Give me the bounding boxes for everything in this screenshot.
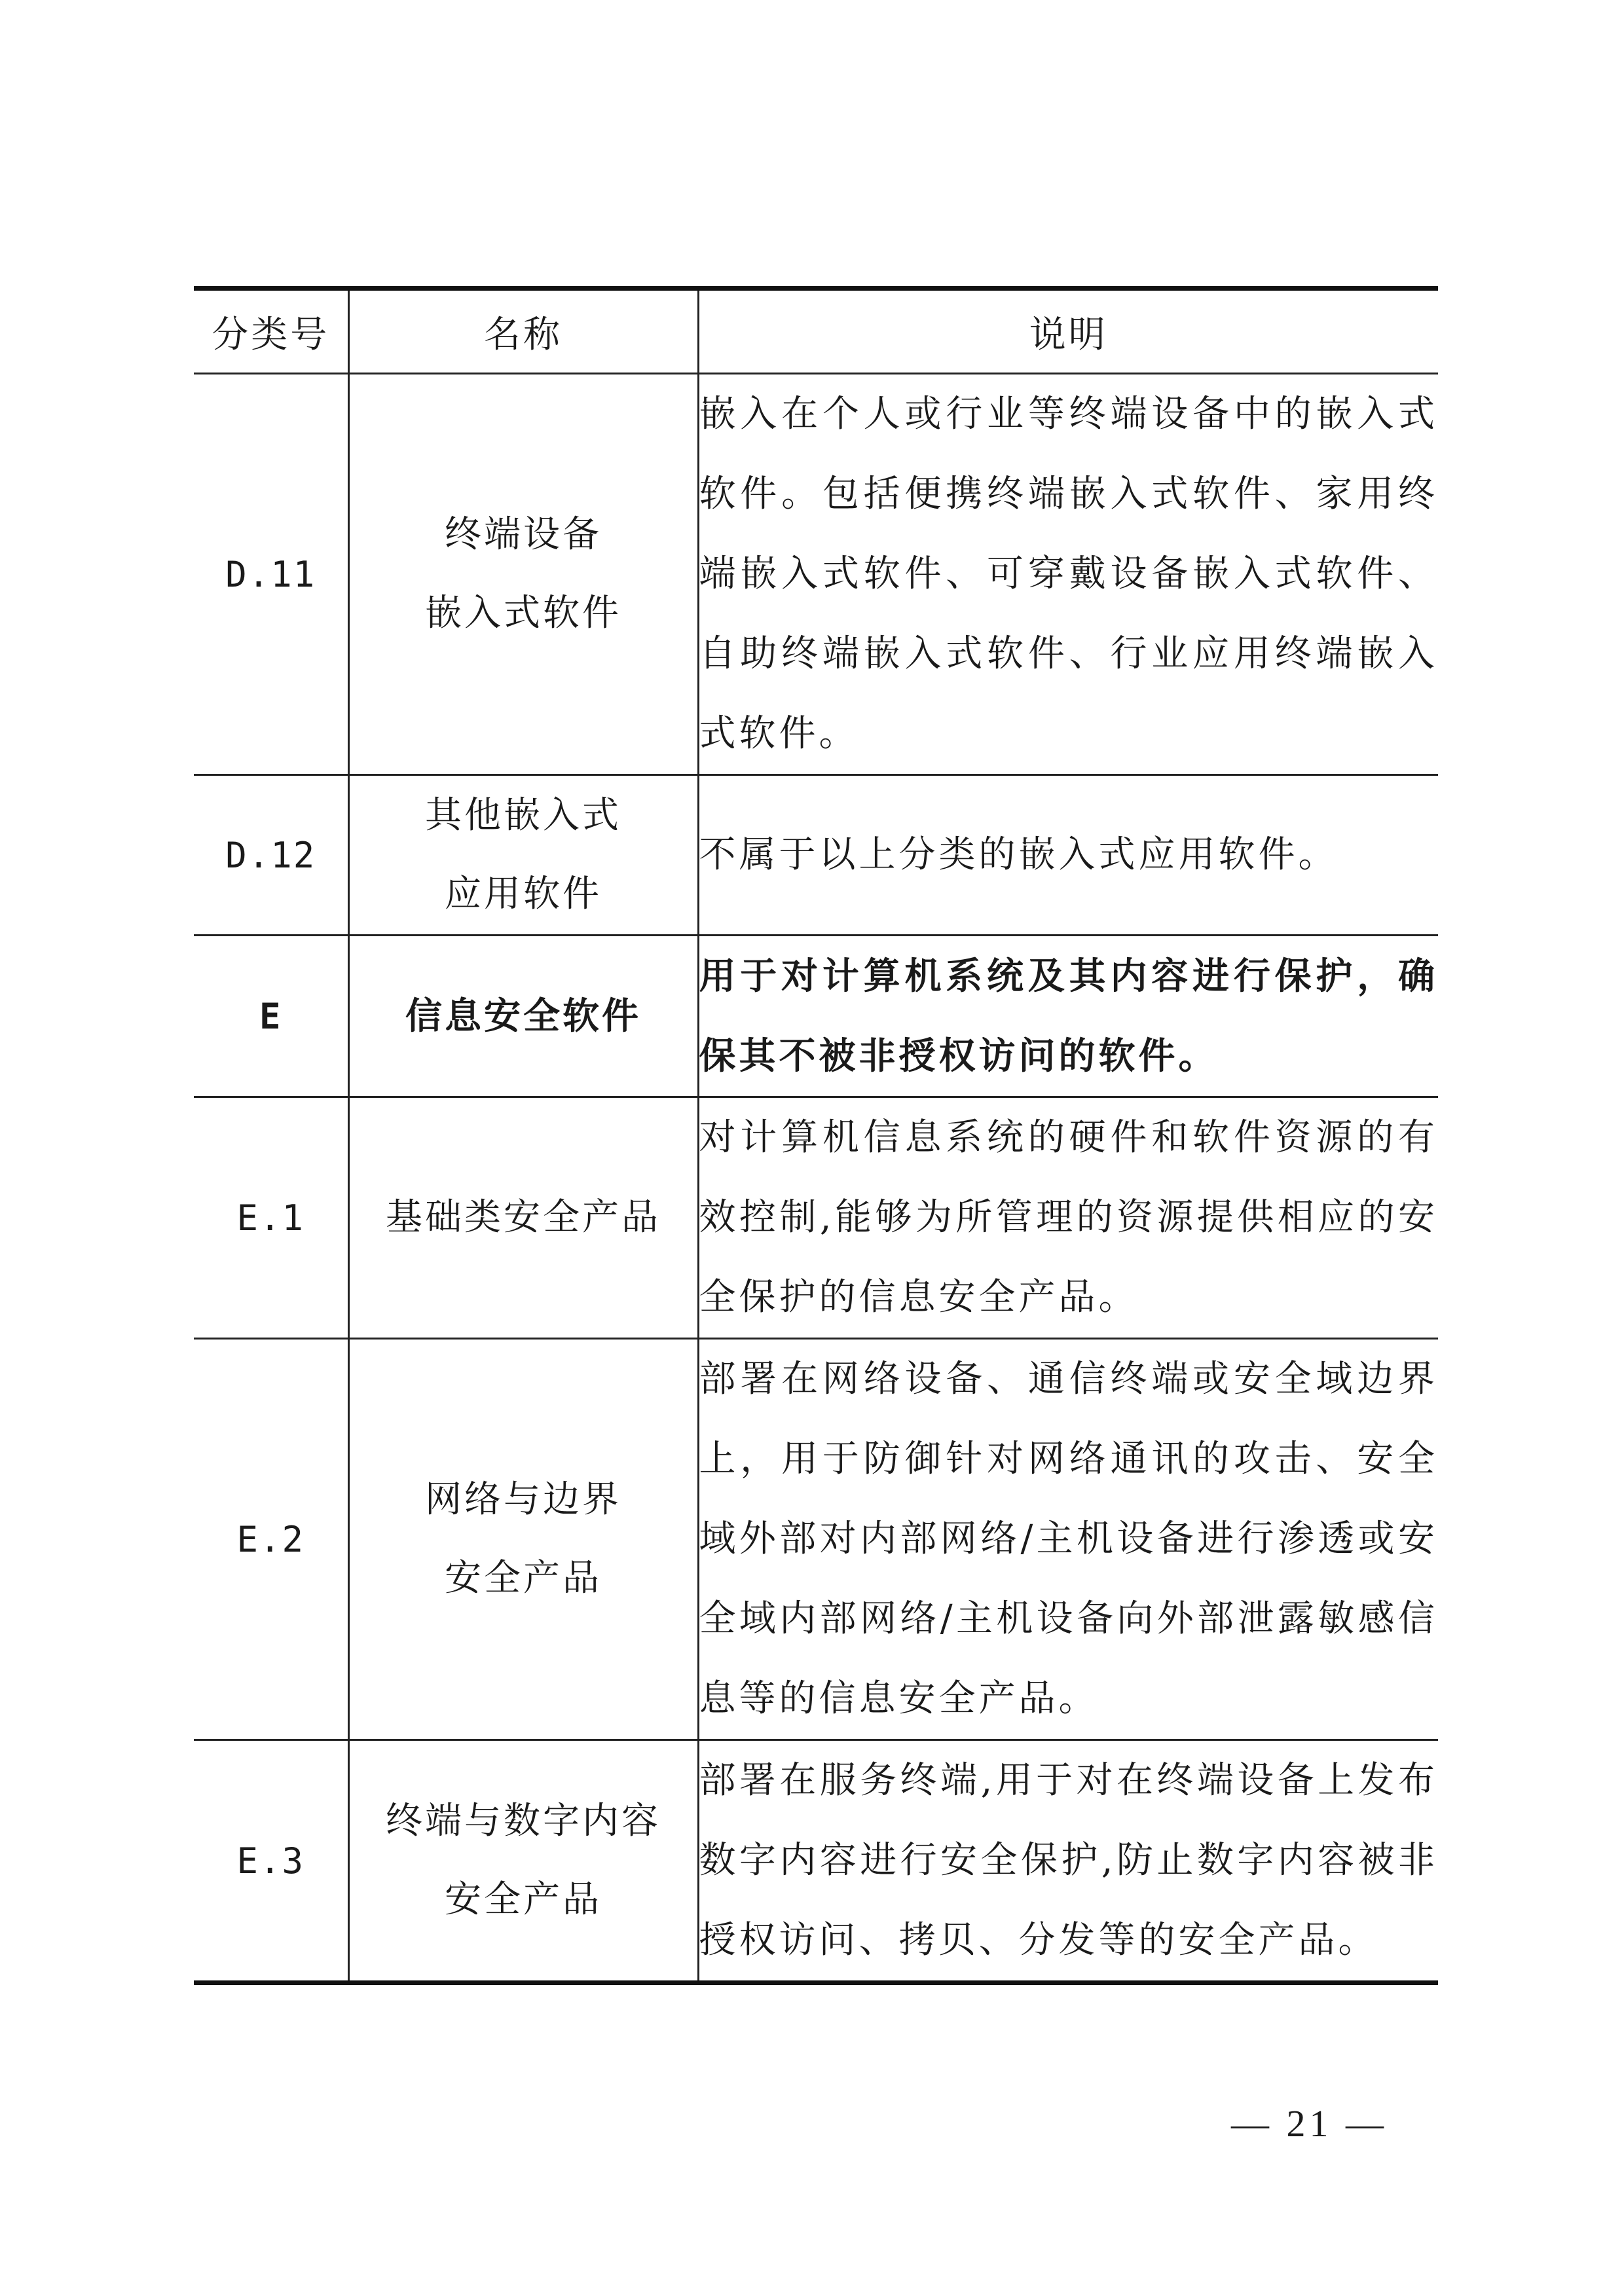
page-number: — 21 — bbox=[1231, 2102, 1388, 2145]
table-row bbox=[194, 1097, 1438, 1339]
row-name-line: 其他嵌入式 bbox=[425, 794, 621, 837]
row-description: 嵌入在个人或行业等终端设备中的嵌入式软件。包括便携终端嵌入式软件、家用终端嵌入式软件、可穿戴设备嵌入式软件、自助终端嵌入式软件、行业应用终端嵌入式软件。 bbox=[698, 374, 1438, 775]
row-name-line: 网络与边界 bbox=[425, 1478, 621, 1521]
row-code: E.1 bbox=[194, 1097, 348, 1339]
table-row bbox=[194, 775, 1438, 936]
row-description: 对计算机信息系统的硬件和软件资源的有效控制,能够为所管理的资源提供相应的安全保护的信息安全产品。 bbox=[698, 1097, 1438, 1339]
header-code: 分类号 bbox=[212, 313, 330, 356]
row-code: D.12 bbox=[194, 775, 348, 936]
row-name-line: 安全产品 bbox=[445, 1878, 602, 1921]
row-code: D.11 bbox=[194, 374, 348, 775]
table-row bbox=[194, 936, 1438, 1097]
row-description: 用于对计算机系统及其内容进行保护，确保其不被非授权访问的软件。 bbox=[698, 936, 1438, 1097]
row-name bbox=[348, 374, 698, 775]
header-name: 名称 bbox=[348, 289, 698, 374]
row-name-line: 终端与数字内容 bbox=[386, 1800, 661, 1842]
row-code: E.3 bbox=[194, 1740, 348, 1983]
row-name bbox=[348, 936, 698, 1097]
row-name-line: 信息安全软件 bbox=[405, 994, 641, 1038]
table-row bbox=[194, 1740, 1438, 1983]
row-code: E bbox=[194, 936, 348, 1097]
row-name-line: 基础类安全产品 bbox=[386, 1196, 661, 1239]
row-name-line: 终端设备 bbox=[445, 513, 602, 556]
header-description: 说明 bbox=[698, 289, 1438, 374]
row-name bbox=[348, 1339, 698, 1740]
row-name bbox=[348, 775, 698, 936]
row-name-line: 安全产品 bbox=[445, 1557, 602, 1599]
table-header-row bbox=[194, 289, 1438, 374]
row-name bbox=[348, 1097, 698, 1339]
table-row bbox=[194, 1339, 1438, 1740]
row-code: E.2 bbox=[194, 1339, 348, 1740]
row-description: 部署在网络设备、通信终端或安全域边界上，用于防御针对网络通讯的攻击、安全域外部对内部网络/主机设备进行渗透或安全域内部网络/主机设备向外部泄露敏感信息等的信息安全产品。 bbox=[698, 1339, 1438, 1740]
table-row bbox=[194, 374, 1438, 775]
row-name bbox=[348, 1740, 698, 1983]
row-description: 部署在服务终端,用于对在终端设备上发布数字内容进行安全保护,防止数字内容被非授权访问、拷贝、分发等的安全产品。 bbox=[698, 1740, 1438, 1983]
row-description: 不属于以上分类的嵌入式应用软件。 bbox=[698, 775, 1438, 936]
row-name-line: 嵌入式软件 bbox=[425, 592, 621, 634]
row-name-line: 应用软件 bbox=[445, 873, 602, 915]
classification-table bbox=[194, 286, 1438, 1985]
